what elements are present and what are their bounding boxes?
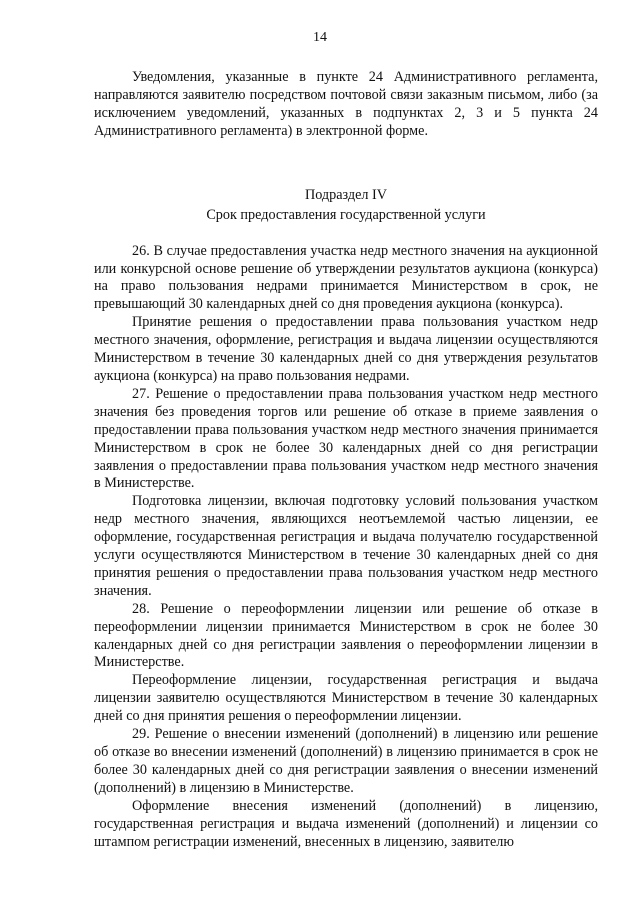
section-header (94, 185, 598, 225)
page-number: 14 (313, 30, 327, 45)
paragraph-29: 29. Решение о внесении изменений (дополнений) в лицензию или решение об отказе во внесении изменений (дополнений) в лицензию принимается в срок не более 30 календарных дней со дня регистрации заявления о внесении изменений (дополнений) в лицензию в Министерстве. (94, 726, 598, 796)
paragraph-29-continued: Оформление внесения изменений (дополнений) в лицензию, государственная регистрация и выдача изменений (дополнений) и лицензии со штампом регистрации изменений, внесенных в лицензию, заявителю (94, 797, 598, 850)
document-body (94, 69, 598, 851)
paragraph-27: 27. Решение о предоставлении права пользования участком недр местного значения без проведения торгов или решение об отказе в приеме заявления о предоставлении права пользования участком недр местного значения принимается Министерством в срок не более 30 календарных дней со дня регистрации заявления о предоставлении права пользования участком недр местного значения в Министерстве. (94, 385, 598, 492)
paragraph-28: 28. Решение о переоформлении лицензии или решение об отказе в переоформлении лицензии принимается Министерством в срок не более 30 календарных дней со дня регистрации заявления о переоформлении лицензии в Министерстве. (94, 600, 598, 671)
paragraph-27-continued: Подготовка лицензии, включая подготовку условий пользования участком недр местного значения, являющихся неотъемлемой частью лицензии, ее оформление, государственная регистрация и выдача получателю государственной услуги осуществляются Министерством в течение 30 календарных дней со дня принятия решения о предоставлении права пользования участком недр местного значения. (94, 493, 598, 599)
paragraph-28-continued: Переоформление лицензии, государственная регистрация и выдача лицензии заявителю осуществляются Министерством в течение 30 календарных дней со дня принятия решения о переоформлении лицензии. (94, 672, 598, 725)
section-title: Срок предоставления государственной услуги (206, 206, 486, 223)
section-heading: Подраздел IV (304, 186, 387, 203)
paragraph-26: 26. В случае предоставления участка недр местного значения на аукционной или конкурсной основе решение об утверждении результатов аукциона (конкурса) на право пользования недрами принимается Министерством в срок, не превышающий 30 календарных дней со дня проведения аукциона (конкурса). (94, 242, 598, 313)
intro-paragraph: Уведомления, указанные в пункте 24 Административного регламента, направляются заявителю посредством почтовой связи заказным письмом, либо (за исключением уведомлений, указанных в подпунктах 2, 3 и 5 пункта 24 Административного регламента) в электронной форме. (94, 69, 598, 139)
paragraph-26-continued: Принятие решения о предоставлении права пользования участком недр местного значения, оформление, регистрация и выдача лицензии осуществляются Министерством в течение 30 календарных дней со дня утверждения результатов аукциона (конкурса) на право пользования недрами. (94, 314, 598, 384)
